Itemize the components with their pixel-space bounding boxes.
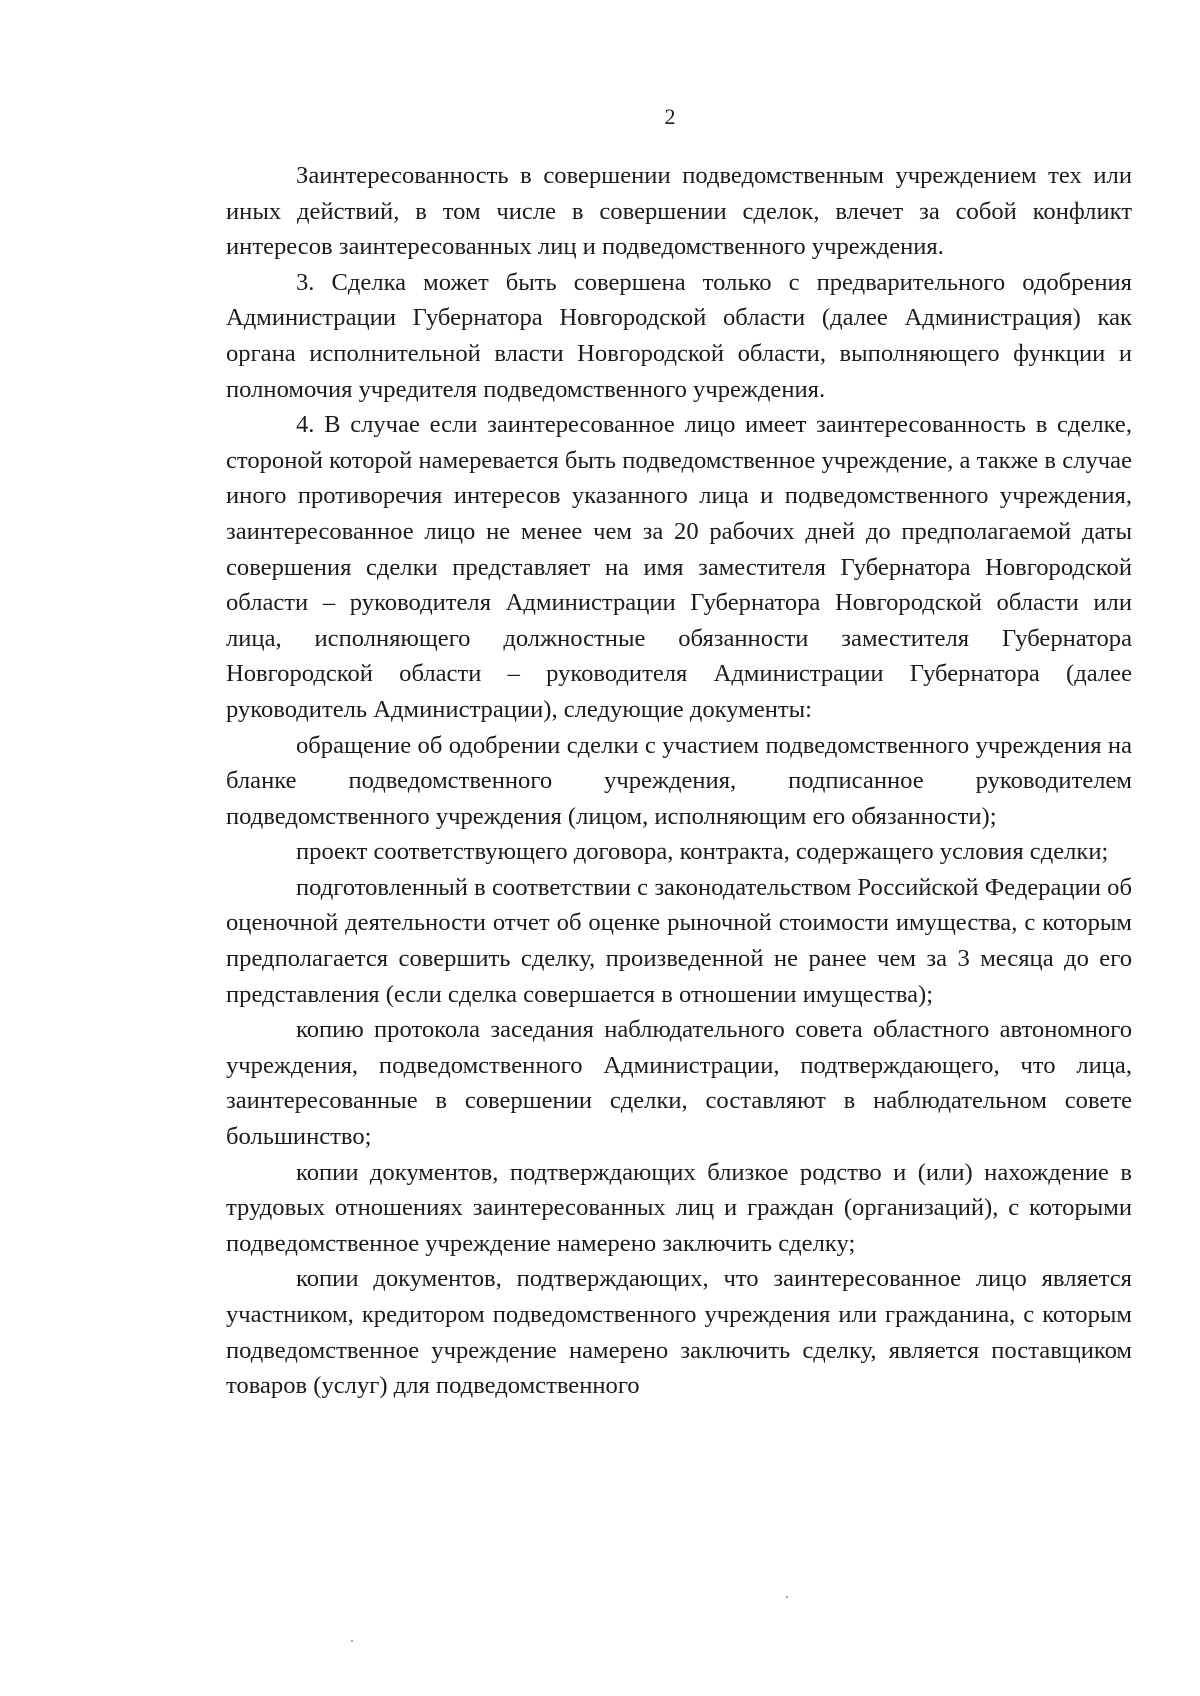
document-item-valuation-report: подготовленный в соответствии с законодательством Российской Федерации об оценочной деятельности отчет об оценке рыночной стоимости имущества, с которым предполагается совершить сделку, произведенной не ранее чем за 3 месяца до его представления (если сделка совершается в отношении имущества); [226, 873, 1132, 1008]
scan-speck [786, 1596, 788, 1598]
document-item-board-protocol: копию протокола заседания наблюдательного совета областного автономного учреждения, подведомственного Администрации, подтверждающего, что лица, заинтересованные в совершении сделки, составляют в наблюдательном совете большинство; [226, 1016, 1132, 1151]
document-item-request: обращение об одобрении сделки с участием подведомственного учреждения на бланке подведомственного учреждения, подписанное руководителем подведомственного учреждения (лицом, исполняющим его обязанности); [226, 731, 1132, 830]
paragraph-4-documents: 4. В случае если заинтересованное лицо имеет заинтересованность в сделке, стороной которой намеревается быть подведомственное учреждение, а также в случае иного противоречия интересов указанного лица и подведомственного учреждения, заинтересованное лицо не менее чем за 20 рабочих дней до предполагаемой даты совершения сделки представляет на имя заместителя Губернатора Новгородской области – руководителя Администрации Губернатора Новгородской области или лица, исполняющего должностные обязанности заместителя Губернатора Новгородской области – руководителя Администрации Губернатора (далее руководитель Администрации), следующие документы: [226, 411, 1132, 723]
paragraph-3-approval: 3. Сделка может быть совершена только с предварительного одобрения Администрации Губернатора Новгородской области (далее Администрация) как органа исполнительной власти Новгородской области, выполняющего функции и полномочия учредителя подведомственного учреждения. [226, 268, 1132, 403]
document-body [226, 158, 1132, 1404]
paragraph-interest-conflict: Заинтересованность в совершении подведомственным учреждением тех или иных действий, в том числе в совершении сделок, влечет за собой конфликт интересов заинтересованных лиц и подведомственного учреждения. [226, 162, 1132, 261]
document-item-kinship-proof: копии документов, подтверждающих близкое родство и (или) нахождение в трудовых отношениях заинтересованных лиц и граждан (организаций), с которыми подведомственное учреждение намерено заключить сделку; [226, 1158, 1132, 1257]
page-number: 2 [664, 104, 676, 129]
document-item-participant-proof: копии документов, подтверждающих, что заинтересованное лицо является участником, кредитором подведомственного учреждения или гражданина, с которым подведомственное учреждение намерено заключить сделку, является поставщиком товаров (услуг) для подведомственного [226, 1265, 1132, 1400]
scan-speck [351, 1640, 353, 1642]
document-item-contract-draft: проект соответствующего договора, контракта, содержащего условия сделки; [296, 838, 1109, 866]
